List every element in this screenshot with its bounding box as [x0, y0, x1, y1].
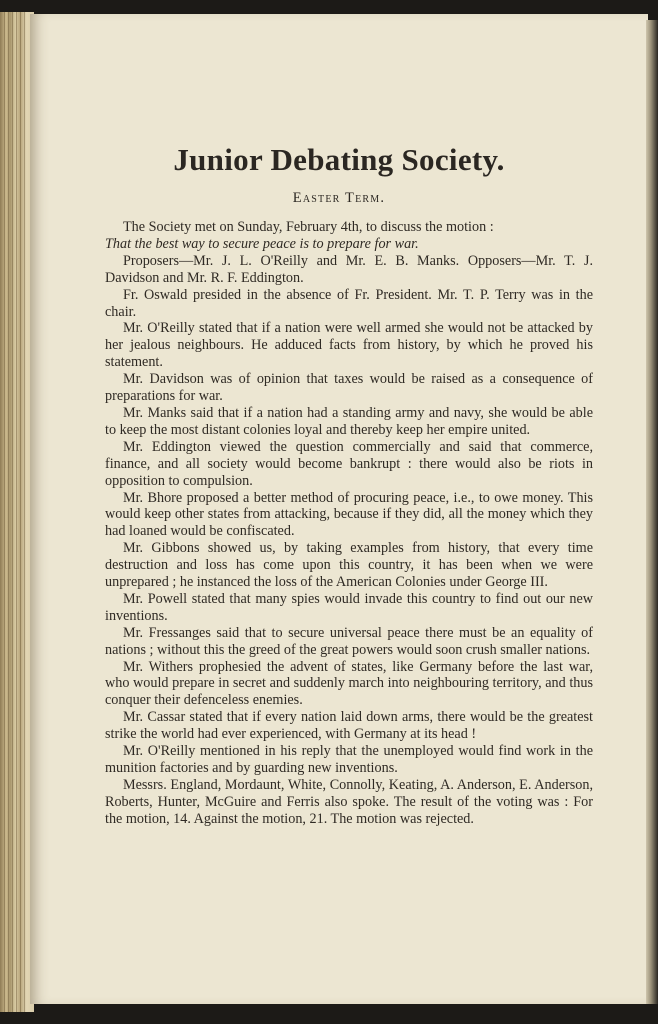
paragraph-oreilly: Mr. O'Reilly stated that if a nation were well armed she would not be attacked by her jealous neighbours. He adduced facts from history, by which he proved his statement. — [105, 320, 593, 371]
paragraph-gibbons: Mr. Gibbons showed us, by taking examples from history, that every time destruction and loss has come upon this country, it has been when we were unprepared ; he instanced the loss of the American Colonies under George III. — [105, 540, 593, 591]
paragraph-bhore: Mr. Bhore proposed a better method of procuring peace, i.e., to owe money. This would keep other states from attacking, because if they did, all the money which they had loaned would be confiscated. — [105, 489, 593, 540]
page-edges-left — [4, 12, 28, 1012]
page-title: Junior Debating Society. — [173, 142, 505, 177]
paragraph-powell: Mr. Powell stated that many spies would invade this country to find out our new inventions. — [105, 590, 593, 624]
paragraph-withers: Mr. Withers prophesied the advent of states, like Germany before the last war, who would prepare in secret and suddenly march into neighbouring territory, and thus conquer their defenceless enemies. — [105, 658, 593, 709]
paragraph-cassar: Mr. Cassar stated that if every nation laid down arms, there would be the greatest strike the world had ever experienced, with Germany at its head ! — [105, 709, 593, 743]
paragraph-motion: That the best way to secure peace is to prepare for war. — [105, 235, 419, 252]
article-body — [105, 219, 593, 828]
paragraph-chair: Fr. Oswald presided in the absence of Fr. President. Mr. T. P. Terry was in the chair. — [105, 286, 593, 320]
paragraph-eddington: Mr. Eddington viewed the question commercially and said that commerce, finance, and all society would become bankrupt : there would also be riots in opposition to compulsion. — [105, 438, 593, 489]
paragraph-reply: Mr. O'Reilly mentioned in his reply that the unemployed would find work in the munition factories and by guarding new inventions. — [105, 743, 593, 776]
term-subtitle: Easter Term. — [292, 190, 386, 206]
paragraph-fressanges: Mr. Fressanges said that to secure universal peace there must be an equality of nations ; without this the greed of the great powers would soon crush smaller nations. — [105, 624, 593, 658]
paragraph-result: Messrs. England, Mordaunt, White, Connolly, Keating, A. Anderson, E. Anderson, Roberts, Hunter, McGuire and Ferris also spoke. The result of the voting was : For the motion, 14. Against the motion, 21. The motion was rejected. — [105, 776, 593, 827]
paragraph-meeting: The Society met on Sunday, February 4th, to discuss the motion : — [123, 219, 494, 235]
paragraph-speakers: Proposers—Mr. J. L. O'Reilly and Mr. E. B. Manks. Opposers—Mr. T. J. Davidson and Mr. R. F. Eddington. — [105, 252, 593, 286]
paragraph-manks: Mr. Manks said that if a nation had a standing army and navy, she would be able to keep the most distant colonies loyal and thereby keep her empire united. — [105, 404, 593, 438]
paragraph-davidson: Mr. Davidson was of opinion that taxes would be raised as a consequence of preparations for war. — [105, 371, 593, 405]
